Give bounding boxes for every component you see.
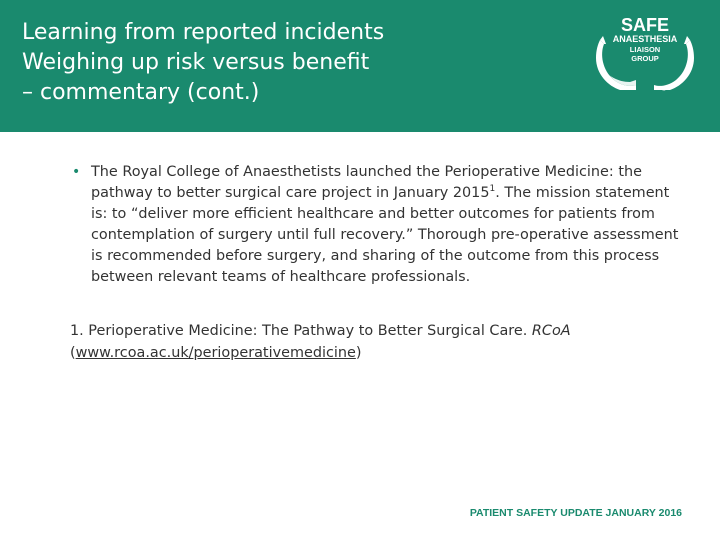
- reference: [70, 320, 680, 364]
- reference-link-open: (: [70, 345, 76, 361]
- logo-text-safe: SAFE: [620, 15, 670, 35]
- page-title: [22, 18, 384, 108]
- safe-anaesthesia-logo: [590, 14, 700, 96]
- reference-source: RCoA: [531, 323, 571, 339]
- footer-label: PATIENT SAFETY UPDATE JANUARY 2016: [469, 507, 682, 519]
- bullet-item: [72, 162, 684, 288]
- reference-text: 1. Perioperative Medicine: The Pathway to Better Surgical Care.: [70, 323, 528, 339]
- reference-link-close: ): [355, 345, 362, 361]
- logo-text-anaesthesia: ANAESTHESIA: [612, 34, 678, 44]
- logo-graphic: [590, 14, 700, 96]
- header-banner: [0, 0, 720, 132]
- bullet-dot-icon: •: [72, 164, 81, 180]
- bullet-text-start: The Royal College of Anaesthetists launched the Perioperative Medicine: the pathway to better surgical care project in January 2015: [91, 164, 642, 201]
- footnote-marker: 1: [489, 184, 496, 195]
- main-content: [72, 162, 684, 288]
- title-line-1: Learning from reported incidents: [22, 20, 385, 45]
- logo-text-liaison: LIAISON: [629, 45, 661, 54]
- reference-link[interactable]: www.rcoa.ac.uk/perioperativemedicine: [75, 345, 356, 361]
- logo-text-group: GROUP: [631, 54, 659, 63]
- title-line-2: Weighing up risk versus benefit: [22, 50, 370, 75]
- title-line-3: – commentary (cont.): [22, 80, 260, 105]
- bullet-text-end: . The mission statement is: to “deliver more efficient healthcare and better outcomes for patients from contemplation of surgery until full recovery.” Thorough pre-operative assessment is recommended before surgery, and sharing of the outcome from this process between relevant teams of healthcare professionals.: [91, 185, 679, 285]
- logo-registered-mark: ®: [662, 87, 666, 93]
